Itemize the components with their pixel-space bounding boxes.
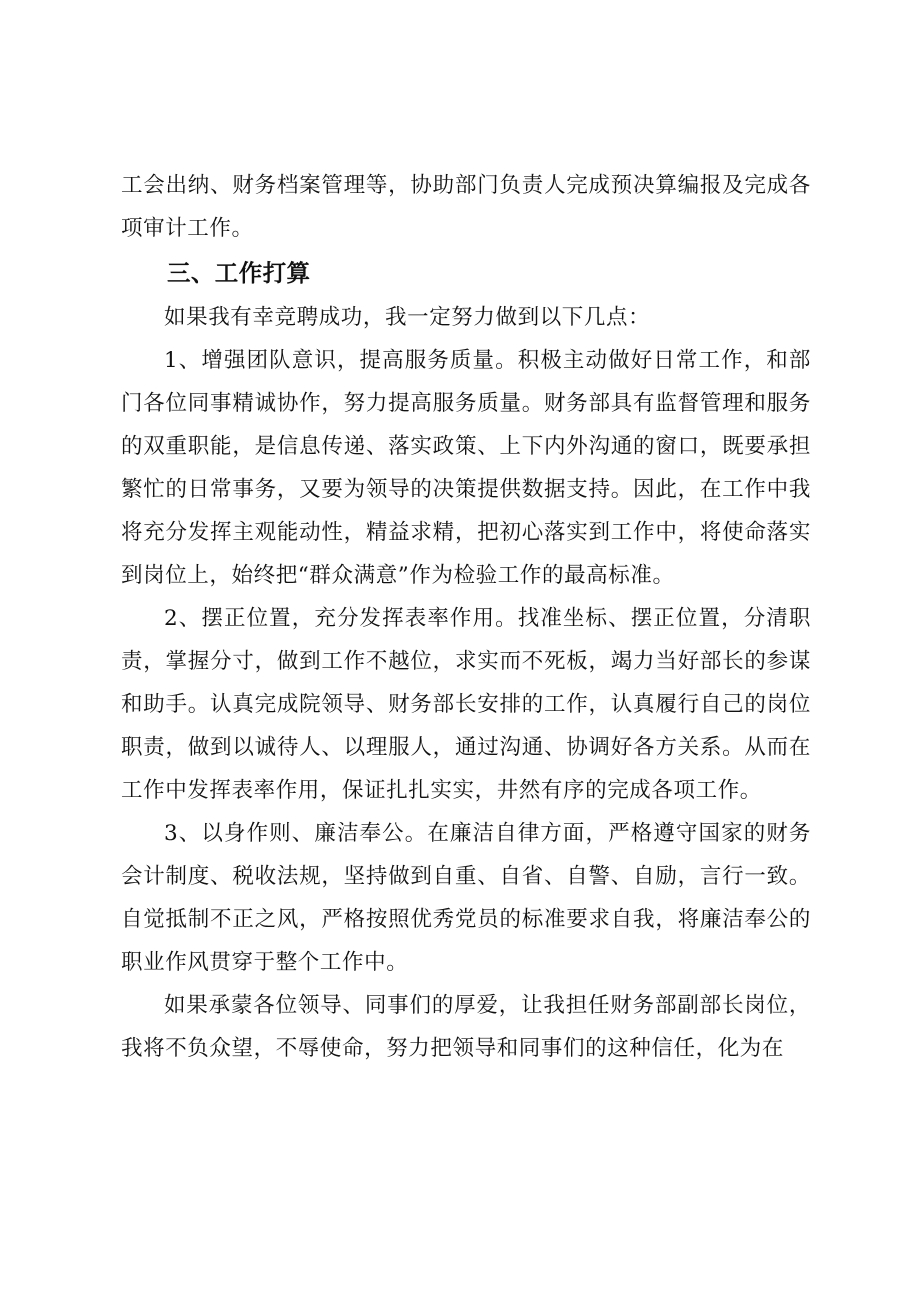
continuation-paragraph: 工会出纳、财务档案管理等，协助部门负责人完成预决算编报及完成各项审计工作。 xyxy=(121,173,811,241)
section-heading: 三、工作打算 xyxy=(167,259,311,287)
intro-paragraph: 如果我有幸竞聘成功，我一定努力做到以下几点： xyxy=(164,305,651,330)
point-3-paragraph: 3、以身作则、廉洁奉公。在廉洁自律方面，严格遵守国家的财务会计制度、税收法规，坚持做到自重、自省、自警、自励，言行一致。自觉抵制不正之风，严格按照优秀党员的标准要求自我，将廉洁奉公的职业作风贯穿于整个工作中。 xyxy=(121,821,811,975)
document-body xyxy=(121,164,811,1070)
point-1-paragraph: 1、增强团队意识，提高服务质量。积极主动做好日常工作，和部门各位同事精诚协作，努力提高服务质量。财务部具有监督管理和服务的双重职能，是信息传递、落实政策、上下内外沟通的窗口，既要承担繁忙的日常事务，又要为领导的决策提供数据支持。因此，在工作中我将充分发挥主观能动性，精益求精，把初心落实到工作中，将使命落实到岗位上，始终把“群众满意”作为检验工作的最高标准。 xyxy=(121,348,811,588)
closing-paragraph: 如果承蒙各位领导、同事们的厚爱，让我担任财务部副部长岗位，我将不负众望，不辱使命，努力把领导和同事们的这种信任，化为在 xyxy=(121,993,811,1061)
point-2-paragraph: 2、摆正位置，充分发挥表率作用。找准坐标、摆正位置，分清职责，掌握分寸，做到工作不越位，求实而不死板，竭力当好部长的参谋和助手。认真完成院领导、财务部长安排的工作，认真履行自己的岗位职责，做到以诚待人、以理服人，通过沟通、协调好各方关系。从而在工作中发挥表率作用，保证扎扎实实，井然有序的完成各项工作。 xyxy=(121,606,811,803)
